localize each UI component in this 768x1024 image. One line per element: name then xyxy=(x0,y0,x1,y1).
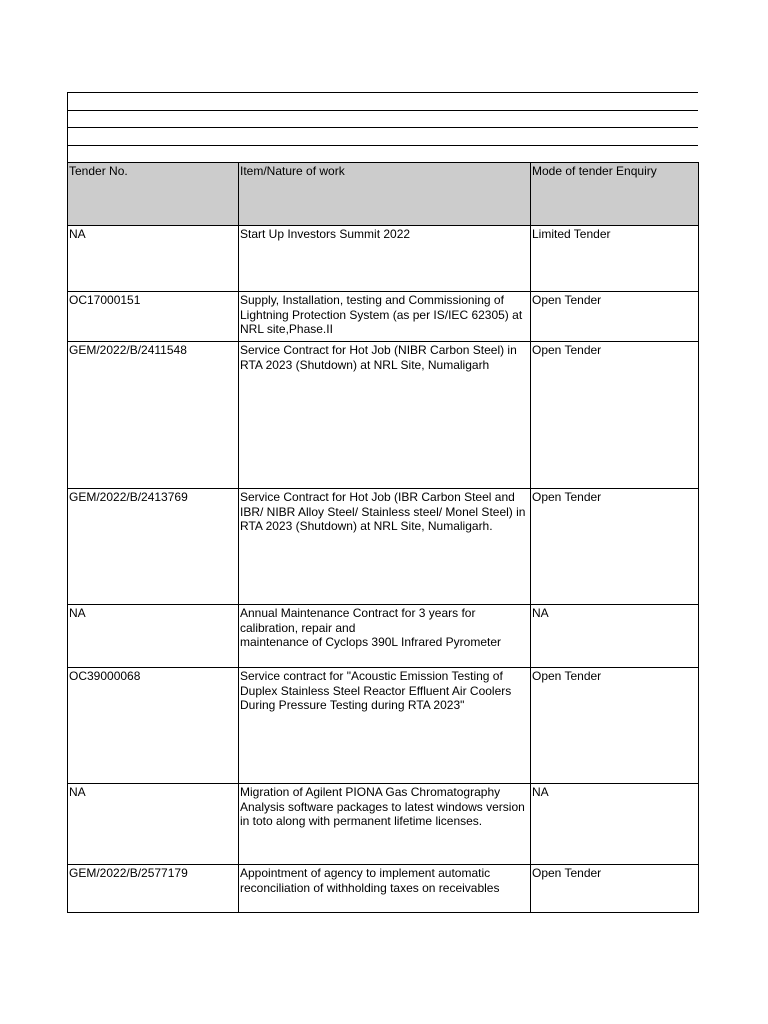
table-header-row xyxy=(68,163,699,226)
cell-tender-no: OC17000151 xyxy=(68,292,239,342)
tender-table xyxy=(67,162,699,913)
table-row xyxy=(68,668,699,784)
cell-tender-no: GEM/2022/B/2413769 xyxy=(68,489,239,605)
cell-mode: Open Tender xyxy=(531,489,699,605)
table-row xyxy=(68,605,699,668)
blank-header-row-4 xyxy=(67,145,698,163)
cell-tender-no: NA xyxy=(68,605,239,668)
cell-mode: Open Tender xyxy=(531,865,699,913)
cell-item: Migration of Agilent PIONA Gas Chromatography Analysis software packages to latest windows version in toto along with permanent lifetime licenses. xyxy=(239,784,531,865)
cell-item: Service Contract for Hot Job (IBR Carbon Steel and IBR/ NIBR Alloy Steel/ Stainless steel/ Monel Steel) in RTA 2023 (Shutdown) at NRL Site, Numaligarh. xyxy=(239,489,531,605)
header-mode-of-enquiry: Mode of tender Enquiry xyxy=(531,163,699,226)
cell-mode: Open Tender xyxy=(531,342,699,489)
cell-tender-no: GEM/2022/B/2411548 xyxy=(68,342,239,489)
table-row xyxy=(68,489,699,605)
table-row xyxy=(68,865,699,913)
cell-mode: NA xyxy=(531,605,699,668)
cell-tender-no: GEM/2022/B/2577179 xyxy=(68,865,239,913)
cell-tender-no: OC39000068 xyxy=(68,668,239,784)
blank-header-row-3 xyxy=(67,127,698,145)
cell-item: Service contract for "Acoustic Emission Testing of Duplex Stainless Steel Reactor Effluent Air Coolers During Pressure Testing during RTA 2023" xyxy=(239,668,531,784)
header-item-nature: Item/Nature of work xyxy=(239,163,531,226)
table-row xyxy=(68,784,699,865)
table-row xyxy=(68,342,699,489)
table-row xyxy=(68,292,699,342)
cell-item: Start Up Investors Summit 2022 xyxy=(239,226,531,292)
cell-mode: Open Tender xyxy=(531,292,699,342)
cell-tender-no: NA xyxy=(68,226,239,292)
cell-mode: Limited Tender xyxy=(531,226,699,292)
blank-header-row-2 xyxy=(67,110,698,128)
cell-item: Appointment of agency to implement automatic reconciliation of withholding taxes on receivables xyxy=(239,865,531,913)
cell-item: Service Contract for Hot Job (NIBR Carbon Steel) in RTA 2023 (Shutdown) at NRL Site, Numaligarh xyxy=(239,342,531,489)
table-row xyxy=(68,226,699,292)
cell-item: Supply, Installation, testing and Commissioning of Lightning Protection System (as per IS/IEC 62305) at NRL site,Phase.II xyxy=(239,292,531,342)
cell-mode: NA xyxy=(531,784,699,865)
cell-mode: Open Tender xyxy=(531,668,699,784)
header-tender-no: Tender No. xyxy=(68,163,239,226)
cell-tender-no: NA xyxy=(68,784,239,865)
blank-header-row-1 xyxy=(67,92,698,110)
cell-item: Annual Maintenance Contract for 3 years for calibration, repair and maintenance of Cyclops 390L Infrared Pyrometer xyxy=(239,605,531,668)
